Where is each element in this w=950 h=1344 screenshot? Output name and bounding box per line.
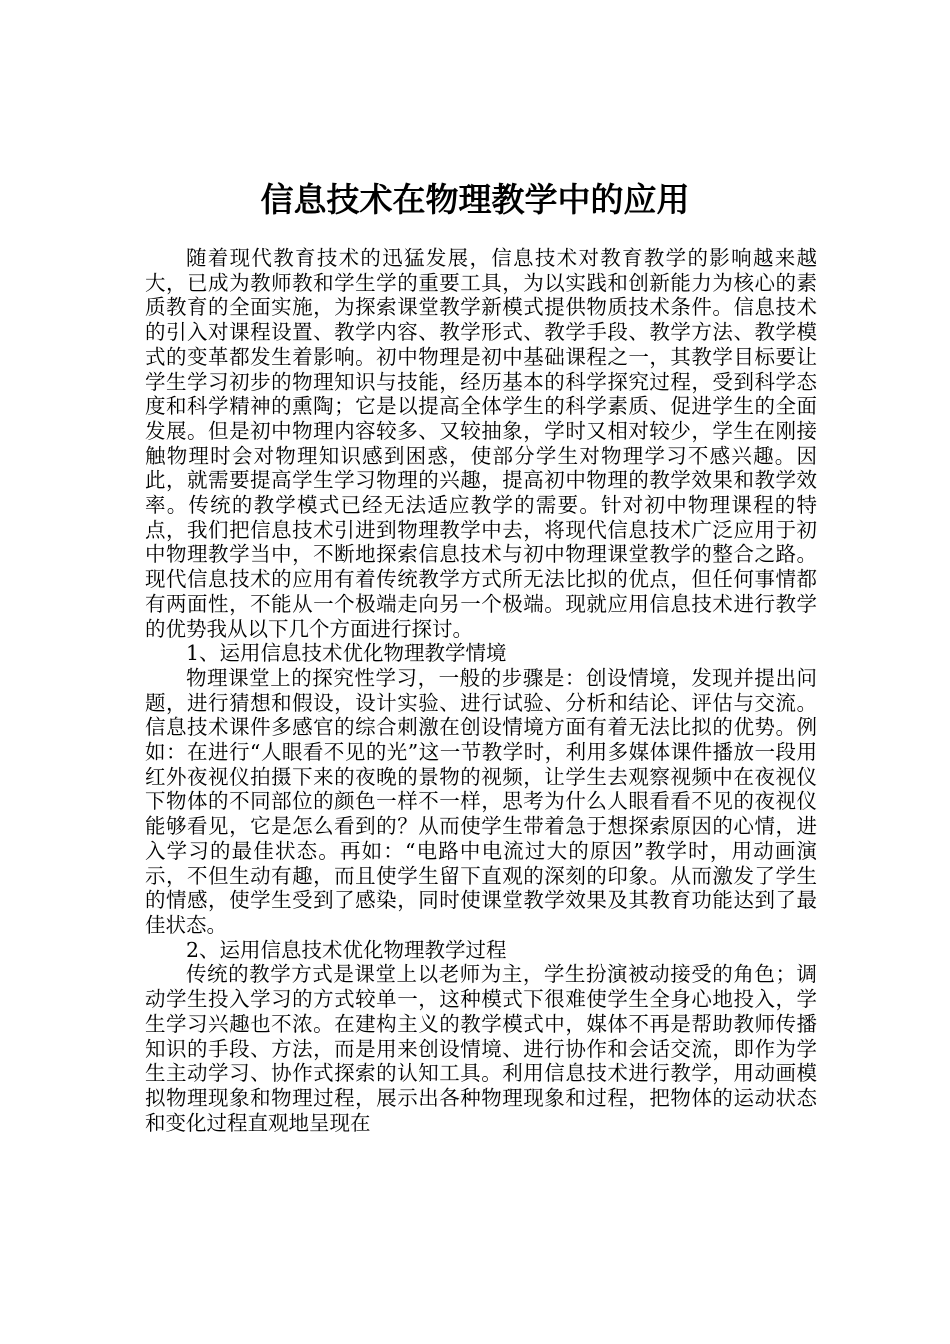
paragraph-section-1: 物理课堂上的探究性学习，一般的步骤是：创设情境，发现并提出问题，进行猜想和假设，设计实验、进行试验、分析和结论、评估与交流。信息技术课件多感官的综合刺激在创设情境方面有着无法比拟的优势。例如：在进行“人眼看不见的光”这一节教学时，利用多媒体课件播放一段用红外夜视仪拍摄下来的夜晚的景物的视频，让学生去观察视频中在夜视仪下物体的不同部位的颜色一样不一样，思考为什么人眼看看不见的夜视仪能够看见，它是怎么看到的？从而使学生带着急于想探索原因的心情，进入学习的最佳状态。再如：“电路中电流过大的原因”教学时，用动画演示，不但生动有趣，而且使学生留下直观的深刻的印象。从而激发了学生的情感，使学生受到了感染，同时使课堂教学效果及其教育功能达到了最佳状态。 [145, 665, 817, 937]
paragraph-section-2: 传统的教学方式是课堂上以老师为主，学生扮演被动接受的角色；调动学生投入学习的方式较单一，这种模式下很难使学生全身心地投入，学生学习兴趣也不浓。在建构主义的教学模式中，媒体不再是帮助教师传播知识的手段、方法，而是用来创设情境、进行协作和会话交流，即作为学生主动学习、协作式探索的认知工具。利用信息技术进行教学，用动画模拟物理现象和物理过程，展示出各种物理现象和过程，把物体的运动状态和变化过程直观地呈现在 [145, 962, 817, 1135]
document-title: 信息技术在物理教学中的应用 [260, 180, 690, 219]
paragraph-intro: 随着现代教育技术的迅猛发展，信息技术对教育教学的影响越来越大，已成为教师教和学生学的重要工具，为以实践和创新能力为核心的素质教育的全面实施，为探索课堂教学新模式提供物质技术条件。信息技术的引入对课程设置、教学内容、教学形式、教学手段、教学方法、教学模式的变革都发生着影响。初中物理是初中基础课程之一，其教学目标要让学生学习初步的物理知识与技能，经历基本的科学探究过程，受到科学态度和科学精神的熏陶；它是以提高全体学生的科学素质、促进学生的全面发展。但是初中物理内容较多、又较抽象，学时又相对较少，学生在刚接触物理时会对物理知识感到困惑，使部分学生对物理学习不感兴趣。因此，就需要提高学生学习物理的兴趣，提高初中物理的教学效果和教学效率。传统的教学模式已经无法适应教学的需要。针对初中物理课程的特点，我们把信息技术引进到物理教学中去，将现代信息技术广泛应用于初中物理教学当中，不断地探索信息技术与初中物理课堂教学的整合之路。现代信息技术的应用有着传统教学方式所无法比拟的优点，但任何事情都有两面性，不能从一个极端走向另一个极端。现就应用信息技术进行教学的优势我从以下几个方面进行探讨。 [145, 246, 817, 641]
section-heading-2: 2、运用信息技术优化物理教学过程 [186, 937, 507, 962]
section-heading-1: 1、运用信息技术优化物理教学情境 [186, 641, 507, 666]
document-body [145, 246, 817, 1135]
